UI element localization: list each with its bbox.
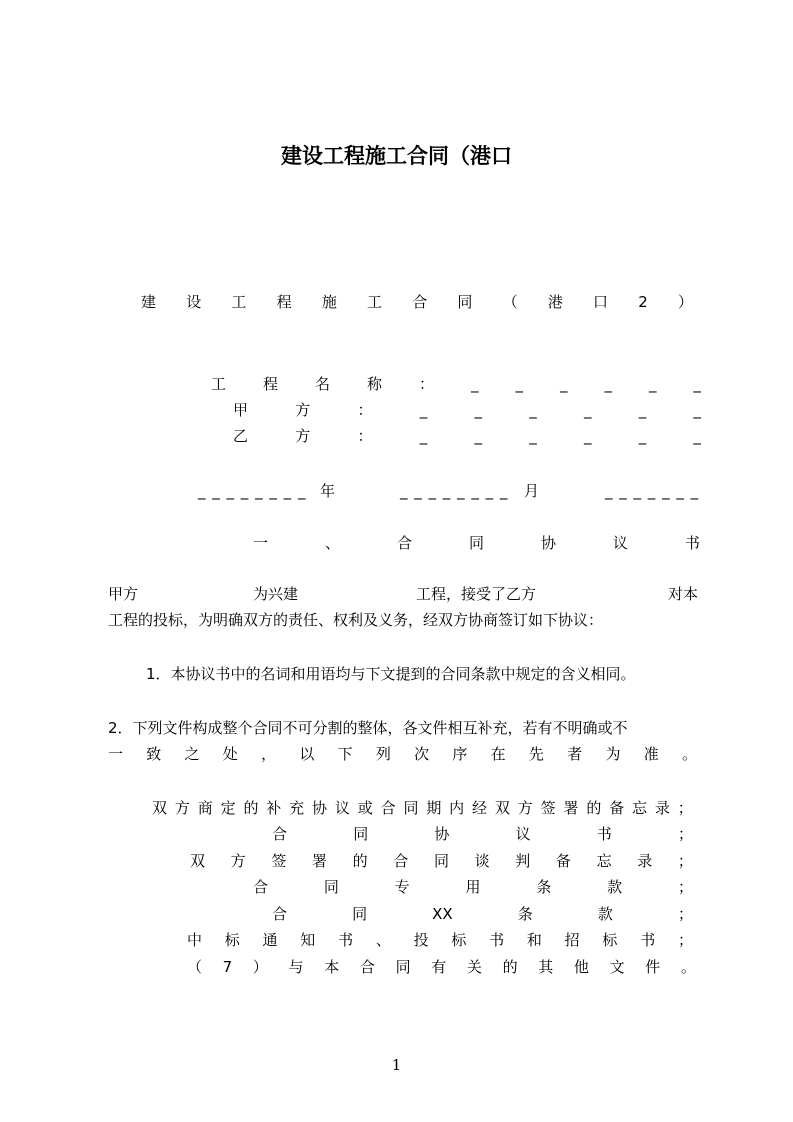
spread-char: 协 [312,799,328,817]
spread-char: 合 [359,958,375,976]
spread-char: 文 [609,958,625,976]
spread-char: 合 [412,293,428,311]
spread-char: 致 [146,745,162,763]
spread-char: 件 [645,958,661,976]
intro-part-d: 对本 [668,585,699,603]
spread-char: 条 [517,905,533,923]
spread-char: 备 [555,852,571,870]
spread-char: ， [261,745,277,763]
spread-char: 款 [607,878,623,896]
spread-char: 口 [593,293,609,311]
spread-char: （ [502,293,518,311]
spread-char: 双 [494,799,510,817]
spread-char: 列 [375,745,391,763]
spread-char: _ [638,427,647,445]
spread-char: 补 [266,799,282,817]
spread-char: 的 [352,852,368,870]
spread-char: 合 [380,799,396,817]
spread-char: 2 [638,293,648,311]
spread-char: 下 [337,745,353,763]
list-item [187,930,693,950]
spread-char: 一 [253,534,269,552]
spread-char: 方 [295,401,311,419]
month-label: 月 [524,482,540,500]
spread-char: _ [648,375,657,393]
party-b-field [233,426,701,446]
spread-char: 乙 [233,427,249,445]
spread-char: 谈 [474,852,490,870]
spread-char: 甲 [233,401,249,419]
spread-char: _ [638,401,647,419]
list-item [152,798,693,818]
spread-char: 本 [324,958,340,976]
spread-char: ： [357,427,373,445]
spread-char: _ [583,401,592,419]
year-blank: _ _ _ _ _ _ _ _ [198,482,307,500]
spread-char: 署 [311,852,327,870]
spread-char: 议 [515,825,531,843]
spread-char: _ [583,427,592,445]
spread-char: 工 [231,293,247,311]
spread-char: ） [252,958,268,976]
spread-char: 建 [141,293,157,311]
spread-char: 关 [466,958,482,976]
spread-char: 判 [515,852,531,870]
spread-char: 同 [352,905,368,923]
spread-char: 先 [528,745,544,763]
spread-char: ； [677,878,693,896]
spread-char: 录 [654,799,670,817]
spread-char: 定 [220,799,236,817]
section-heading [253,533,700,553]
spread-char: 忘 [596,852,612,870]
spread-char: 书 [489,931,505,949]
spread-char: 期 [426,799,442,817]
spread-char: 签 [271,852,287,870]
document-title: 建设工程施工合同（港口 [281,144,512,168]
spread-char: 协 [540,534,556,552]
spread-char: 。 [681,745,697,763]
spread-char: ； [677,825,693,843]
spread-char: 称 [367,375,383,393]
intro-part-c: 工程，接受了乙方 [416,585,537,603]
spread-char: 书 [596,825,612,843]
party-a-field [233,400,701,420]
spread-char: _ [529,427,537,445]
spread-char: 序 [452,745,468,763]
spread-char: 合 [253,878,269,896]
spread-char: 合 [393,852,409,870]
spread-char: 合 [272,825,288,843]
spread-char: 、 [324,534,340,552]
page-number: 1 [391,1056,402,1074]
intro-line-2: 工程的投标，为明确双方的责任、权利及义务，经双方协商签订如下协议： [108,611,604,629]
spread-char: 条 [536,878,552,896]
contract-subtitle [141,292,693,312]
spread-char: 7 [222,958,233,976]
spread-char: 的 [586,799,602,817]
spread-char: 处 [222,745,238,763]
spread-char: 双 [152,799,168,817]
spread-char: 其 [538,958,554,976]
spread-char: （ [187,958,203,976]
spread-char: 签 [540,799,556,817]
spread-char: 有 [431,958,447,976]
spread-char: 方 [517,799,533,817]
spread-char: 投 [413,931,429,949]
spread-char: 工 [211,375,227,393]
spread-char: 款 [597,905,613,923]
spread-char: 录 [637,852,653,870]
list-item [272,904,693,924]
spread-char: 方 [230,852,246,870]
spread-char: _ [474,401,482,419]
spread-char: _ [693,427,701,445]
spread-char: 通 [262,931,278,949]
spread-char: 施 [321,293,337,311]
spread-char: 、 [375,931,391,949]
spread-char: 备 [609,799,625,817]
list-item [190,851,693,871]
spread-char: 中 [187,931,203,949]
spread-char: 或 [357,799,373,817]
spread-char: 合 [396,534,412,552]
spread-char: XX [432,905,453,923]
spread-char: _ [693,401,701,419]
spread-char: 同 [395,958,411,976]
clause-2-line-1: 2．下列文件构成整个合同不可分割的整体，各文件相互补充，若有不明确或不 [108,719,628,737]
spread-char: 议 [334,799,350,817]
spread-char: 标 [602,931,618,949]
spread-char: 同 [433,852,449,870]
spread-char: 同 [468,534,484,552]
spread-char: 标 [451,931,467,949]
spread-char: 与 [288,958,304,976]
spread-char: 同 [353,825,369,843]
spread-char: _ [693,375,701,393]
spread-char: 者 [567,745,583,763]
spread-char: ： [357,401,373,419]
day-blank: _ _ _ _ _ _ _ [605,482,700,500]
spread-char: 方 [174,799,190,817]
spread-char: 忘 [632,799,648,817]
spread-char: _ [529,401,537,419]
spread-char: _ [604,375,612,393]
spread-char: 招 [564,931,580,949]
spread-char: 港 [547,293,563,311]
spread-char: ； [677,799,693,817]
clause-2-line-2 [108,744,697,764]
list-item [272,824,693,844]
project-name-field [211,374,701,394]
spread-char: 标 [224,931,240,949]
spread-char: _ [471,375,479,393]
spread-char: 名 [315,375,331,393]
intro-part-a: 甲方 [108,585,139,603]
spread-char: 在 [490,745,506,763]
spread-char: 程 [263,375,279,393]
spread-char: 内 [449,799,465,817]
spread-char: 之 [184,745,200,763]
spread-char: ） [677,293,693,311]
spread-char: 专 [394,878,410,896]
spread-char: _ [559,375,568,393]
spread-char: ； [677,931,693,949]
spread-char: 充 [289,799,305,817]
spread-char: 协 [434,825,450,843]
spread-char: _ [474,427,482,445]
spread-char: 同 [403,799,419,817]
spread-char: _ [419,401,428,419]
intro-part-b: 为兴建 [253,585,299,603]
spread-char: 的 [502,958,518,976]
spread-char: 同 [323,878,339,896]
spread-char: ； [677,852,693,870]
spread-char: 方 [295,427,311,445]
spread-char: 书 [338,931,354,949]
spread-char: 经 [472,799,488,817]
spread-char: 以 [299,745,315,763]
spread-char: 为 [605,745,621,763]
spread-char: 的 [243,799,259,817]
clause-1: 1．本协议书中的名词和用语均与下文提到的合同条款中规定的含义相同。 [146,665,636,683]
spread-char: 工 [367,293,383,311]
spread-char: 合 [272,905,288,923]
spread-char: ； [677,905,693,923]
spread-char: 。 [680,958,696,976]
year-label: 年 [320,482,336,500]
spread-char: 同 [457,293,473,311]
spread-char: 书 [684,534,700,552]
spread-char: 程 [276,293,292,311]
spread-char: 双 [190,852,206,870]
list-item [253,877,693,897]
spread-char: 次 [414,745,430,763]
spread-char: 设 [186,293,202,311]
spread-char: 知 [300,931,316,949]
spread-char: 准 [643,745,659,763]
spread-char: 用 [465,878,481,896]
spread-char: 一 [108,745,124,763]
month-blank: _ _ _ _ _ _ _ _ [400,482,509,500]
spread-char: 书 [640,931,656,949]
spread-char: _ [515,375,523,393]
spread-char: 署 [563,799,579,817]
spread-char: 和 [526,931,542,949]
spread-char: _ [419,427,428,445]
spread-char: ： [419,375,435,393]
spread-char: 议 [612,534,628,552]
spread-char: 商 [197,799,213,817]
list-item [187,957,696,977]
spread-char: 他 [573,958,589,976]
